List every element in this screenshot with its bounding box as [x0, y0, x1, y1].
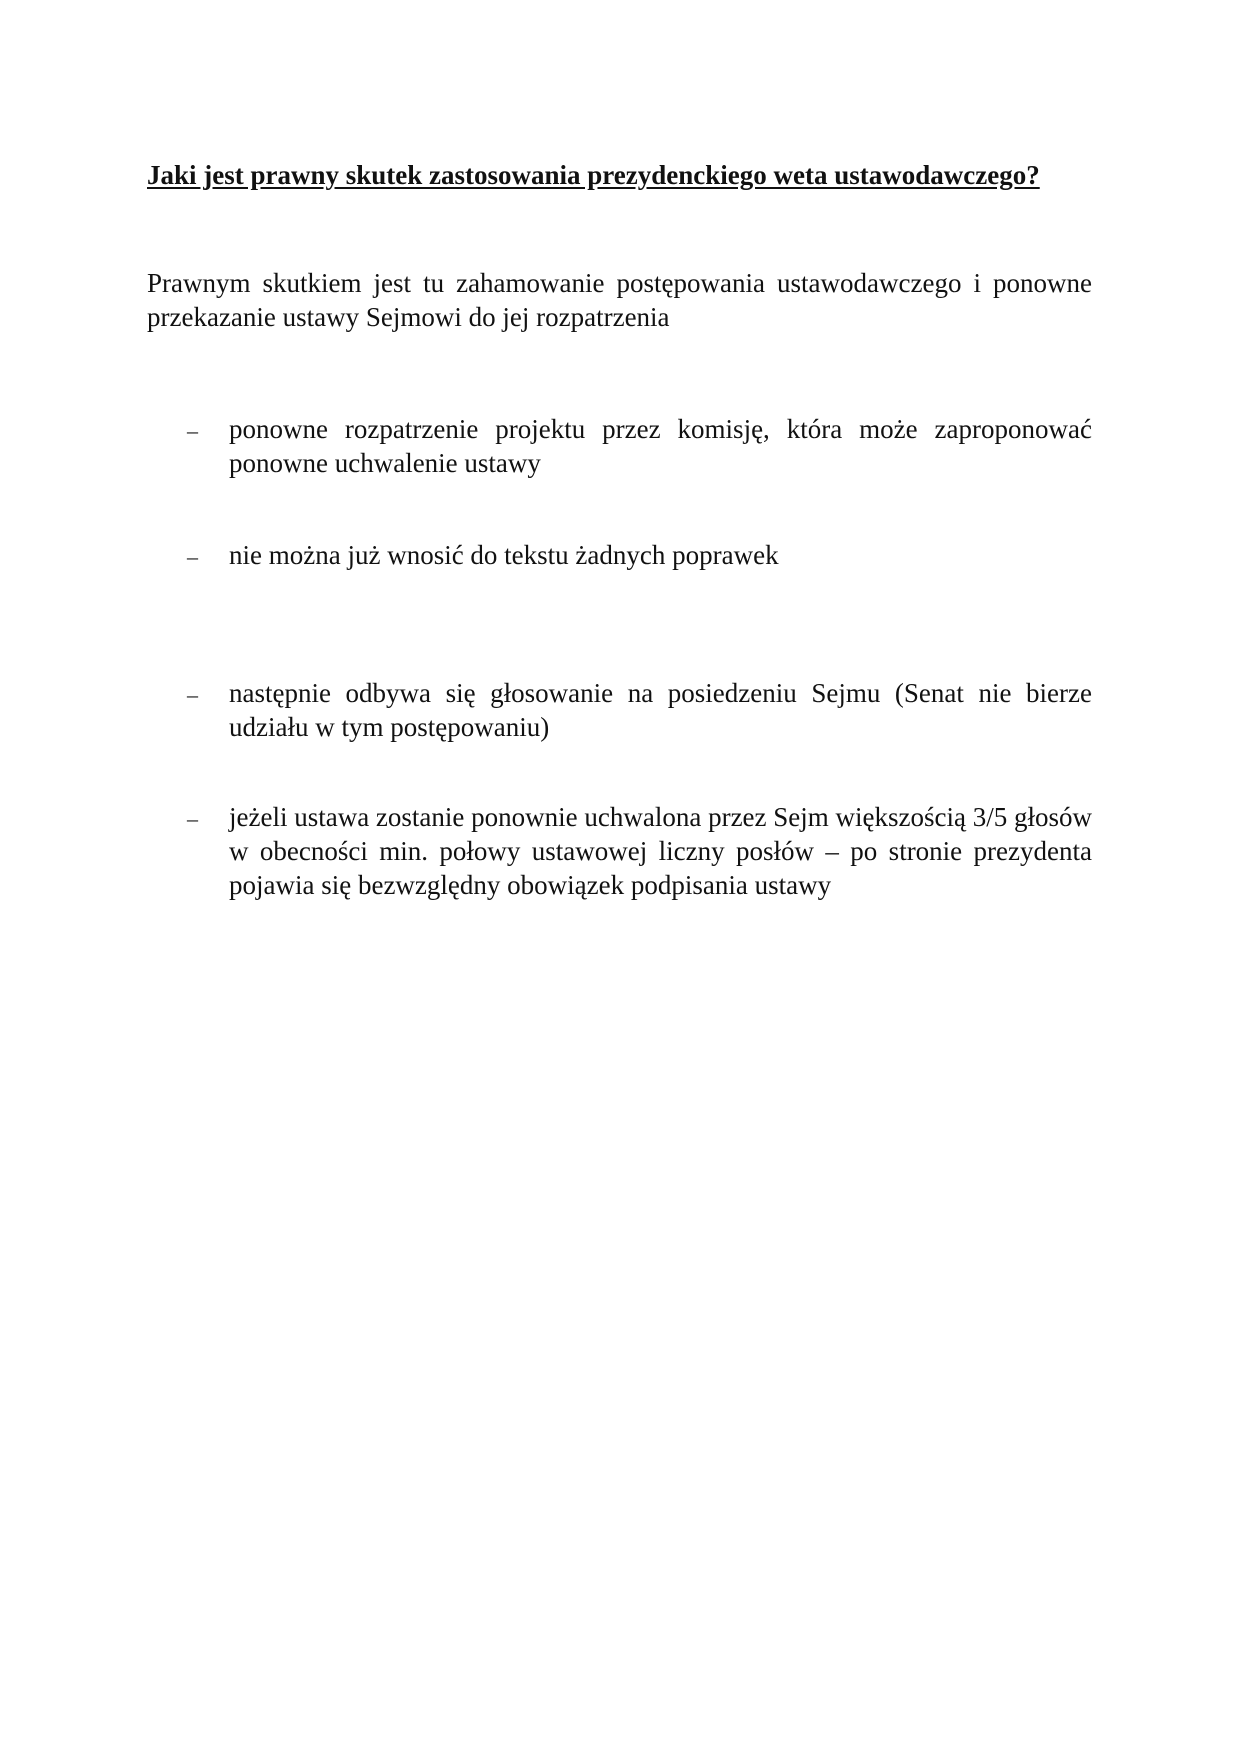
list-item-text: nie można już wnosić do tekstu żadnych poprawek	[229, 540, 779, 570]
dash-marker: –	[187, 544, 198, 569]
list-item-text: jeżeli ustawa zostanie ponownie uchwalona przez Sejm większością 3/5 głosów w obecności min. połowy ustawowej liczny posłów – po stronie prezydenta pojawia się bezwzględny obowiązek podpisania ustawy	[229, 802, 1092, 900]
intro-paragraph: Prawnym skutkiem jest tu zahamowanie postępowania ustawodawczego i ponowne przekazanie ustawy Sejmowi do jej rozpatrzenia	[147, 268, 1092, 332]
dash-marker: –	[187, 806, 198, 831]
list-item-text: następnie odbywa się głosowanie na posiedzeniu Sejmu (Senat nie bierze udziału w tym postępowaniu)	[229, 678, 1092, 742]
dash-marker: –	[187, 418, 198, 443]
list-item-text: ponowne rozpatrzenie projektu przez komisję, która może zaproponować ponowne uchwalenie ustawy	[229, 414, 1092, 478]
document-title: Jaki jest prawny skutek zastosowania prezydenckiego weta ustawodawczego?	[147, 160, 1040, 190]
document-body	[147, 158, 1092, 900]
dash-marker: –	[187, 682, 198, 707]
